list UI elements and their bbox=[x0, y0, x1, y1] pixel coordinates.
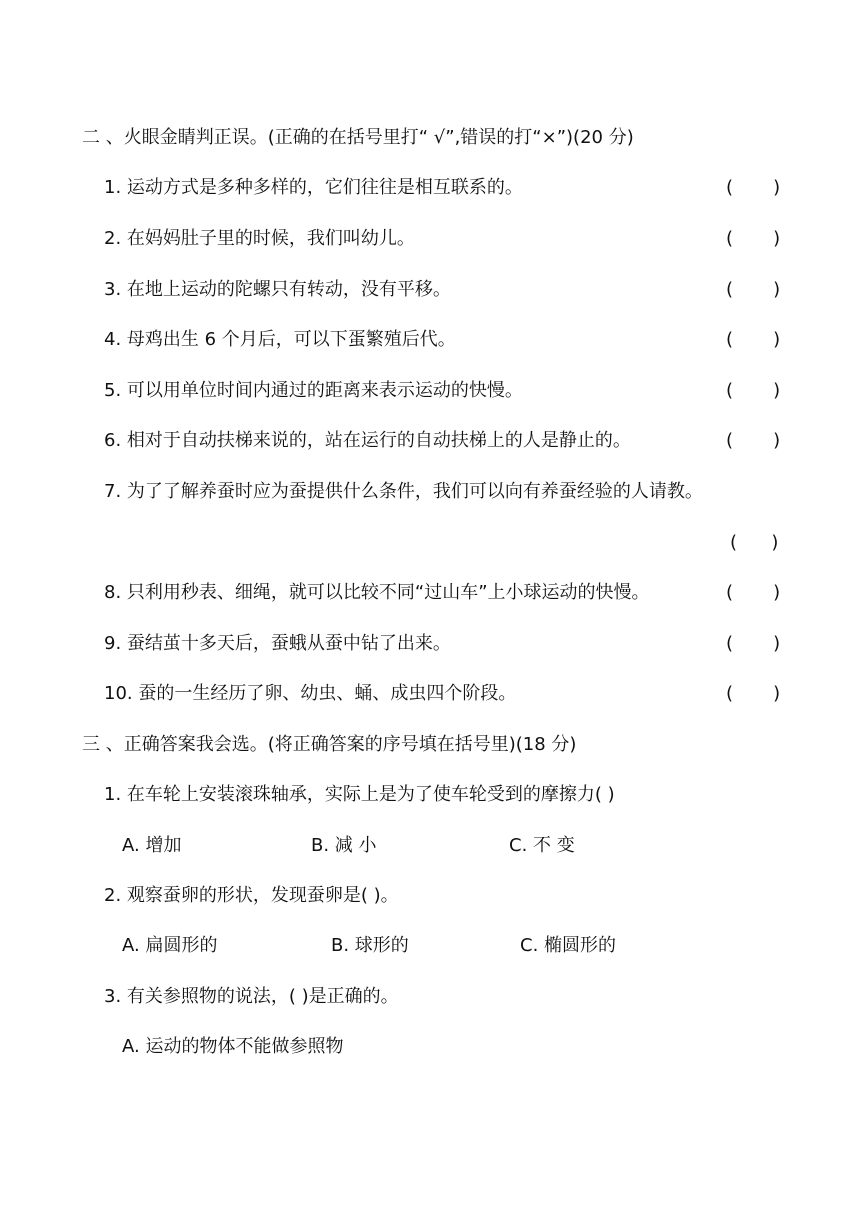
choice-option-a: A. 扁圆形的 bbox=[122, 935, 218, 956]
judge-item: 6. 相对于自动扶梯来说的，站在运行的自动扶梯上的人是静止的。 bbox=[104, 430, 631, 451]
answer-blank: ( ) bbox=[726, 177, 781, 198]
answer-blank: ( ) bbox=[726, 633, 781, 654]
section3-heading: 三 、正确答案我会选。(将正确答案的序号填在括号里)(18 分) bbox=[82, 734, 577, 755]
choice-option-b: B. 球形的 bbox=[331, 935, 409, 956]
answer-blank: ( ) bbox=[726, 228, 781, 249]
answer-blank: ( ) bbox=[726, 683, 781, 704]
choice-option-b: B. 减 小 bbox=[311, 835, 377, 856]
choice-option-c: C. 不 变 bbox=[509, 835, 575, 856]
judge-item: 8. 只利用秒表、细绳，就可以比较不同“过山车”上小球运动的快慢。 bbox=[104, 582, 650, 603]
answer-blank: ( ) bbox=[726, 430, 781, 451]
choice-question: 1. 在车轮上安装滚珠轴承，实际上是为了使车轮受到的摩擦力( ) bbox=[104, 784, 615, 805]
judge-item: 7. 为了了解养蚕时应为蚕提供什么条件，我们可以向有养蚕经验的人请教。 bbox=[104, 481, 703, 502]
answer-blank: ( ) bbox=[726, 279, 781, 300]
choice-question: 2. 观察蚕卵的形状，发现蚕卵是( )。 bbox=[104, 885, 399, 906]
judge-item: 3. 在地上运动的陀螺只有转动，没有平移。 bbox=[104, 279, 451, 300]
judge-item: 10. 蚕的一生经历了卵、幼虫、蛹、成虫四个阶段。 bbox=[104, 683, 517, 704]
choice-question: 3. 有关参照物的说法，( )是正确的。 bbox=[104, 986, 399, 1007]
choice-option-a: A. 运动的物体不能做参照物 bbox=[122, 1036, 344, 1057]
answer-blank: ( ) bbox=[726, 380, 781, 401]
choice-option-c: C. 椭圆形的 bbox=[520, 935, 617, 956]
judge-item: 9. 蚕结茧十多天后，蚕蛾从蚕中钻了出来。 bbox=[104, 633, 451, 654]
answer-blank: ( ) bbox=[726, 582, 781, 603]
judge-item: 1. 运动方式是多种多样的，它们往往是相互联系的。 bbox=[104, 177, 523, 198]
choice-option-a: A. 增加 bbox=[122, 835, 182, 856]
answer-blank: ( ) bbox=[726, 329, 781, 350]
judge-item: 2. 在妈妈肚子里的时候，我们叫幼儿。 bbox=[104, 228, 415, 249]
judge-item: 4. 母鸡出生 6 个月后，可以下蛋繁殖后代。 bbox=[104, 329, 456, 350]
section2-heading: 二 、火眼金睛判正误。(正确的在括号里打“ √”,错误的打“×”)(20 分) bbox=[82, 127, 634, 148]
answer-blank: ( ) bbox=[730, 532, 779, 553]
judge-item: 5. 可以用单位时间内通过的距离来表示运动的快慢。 bbox=[104, 380, 523, 401]
